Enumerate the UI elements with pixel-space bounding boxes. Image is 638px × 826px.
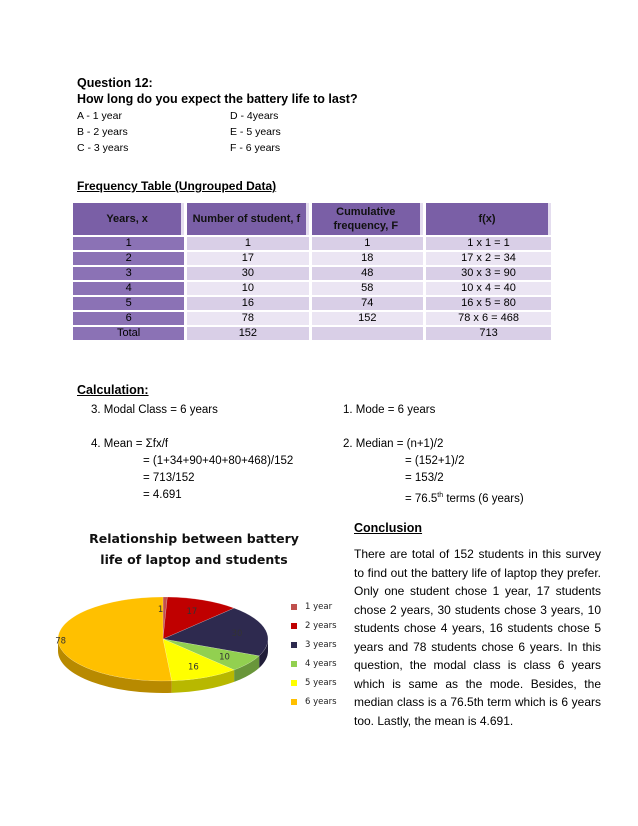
legend-swatch [291, 699, 297, 705]
cell-cumulative: 1 [312, 237, 424, 250]
legend-label: 2 years [305, 620, 337, 631]
legend-swatch [291, 623, 297, 629]
legend-swatch [291, 661, 297, 667]
header-fx: f(x) [426, 203, 551, 235]
cell-total-label: Total [73, 327, 184, 340]
table-row [73, 312, 551, 325]
table-total-row [73, 327, 551, 340]
cell-fx: 16 x 5 = 80 [426, 297, 551, 310]
option-b: B - 2 years [77, 126, 128, 138]
cell-years: 3 [73, 267, 184, 280]
cell-cumulative: 18 [312, 252, 424, 265]
chart-title: Relationship between battery life of laptop and students [89, 531, 299, 567]
cell-fx: 10 x 4 = 40 [426, 282, 551, 295]
legend-item [291, 616, 337, 635]
legend-item [291, 635, 337, 654]
median-label: 2. Median = (n+1)/2 [343, 438, 444, 450]
pie-data-label: 78 [55, 636, 67, 647]
cell-frequency: 16 [187, 297, 308, 310]
mean-line-1: = (1+34+90+40+80+468)/152 [143, 455, 294, 467]
cell-cumulative: 58 [312, 282, 424, 295]
cell-years: 6 [73, 312, 184, 325]
cell-total-fx: 713 [426, 327, 551, 340]
cell-total-frequency: 152 [187, 327, 308, 340]
option-c: C - 3 years [77, 142, 129, 154]
table-row [73, 237, 551, 250]
cell-cumulative: 74 [312, 297, 424, 310]
legend-item [291, 654, 337, 673]
mean-line-3: = 4.691 [143, 489, 182, 501]
table-row [73, 282, 551, 295]
cell-years: 5 [73, 297, 184, 310]
question-number: Question 12: [77, 76, 153, 90]
option-e: E - 5 years [230, 126, 281, 138]
cell-years: 4 [73, 282, 184, 295]
legend-label: 6 years [305, 696, 337, 707]
pie-data-label: 17 [186, 607, 198, 618]
chart-legend [291, 597, 337, 711]
median-line-2: = 153/2 [405, 472, 444, 484]
table-row [73, 252, 551, 265]
legend-item [291, 673, 337, 692]
frequency-table-title: Frequency Table (Ungrouped Data) [77, 179, 277, 193]
median-line-1: = (152+1)/2 [405, 455, 465, 467]
cell-fx: 30 x 3 = 90 [426, 267, 551, 280]
header-cumulative-frequency: Cumulative frequency, F [312, 203, 424, 235]
question-text: How long do you expect the battery life to last? [77, 92, 358, 106]
median-line-3-tail: terms (6 years) [443, 492, 524, 505]
pie-data-label: 16 [187, 662, 199, 673]
median-ordinal-suffix: th [437, 492, 444, 499]
pie-data-label: 30 [231, 628, 243, 639]
pie-data-label: 10 [219, 652, 230, 663]
median-line-3-value: = 76.5 [405, 492, 438, 505]
conclusion-text: There are total of 152 students in this survey to find out the battery life of laptop they prefer. Only one student chose 1 year, 17 students chose 2 years, 30 students chose 3 years, 10 students chose 4 years, 16 students chose 5 years and 78 students chose 6 years. In this question, the modal class is class 6 years which is same as the mode. Besides, the median class is a 76.5th term which is 6 years too. Lastly, the mean is 4.691. [354, 547, 601, 728]
calculation-title: Calculation: [77, 383, 149, 397]
cell-fx: 1 x 1 = 1 [426, 237, 551, 250]
cell-frequency: 1 [187, 237, 308, 250]
cell-frequency: 30 [187, 267, 308, 280]
legend-swatch [291, 604, 297, 610]
header-years: Years, x [73, 203, 184, 235]
cell-cumulative: 152 [312, 312, 424, 325]
table-header-row [73, 203, 551, 235]
option-d: D - 4years [230, 110, 279, 122]
legend-label: 3 years [305, 639, 337, 650]
cell-frequency: 10 [187, 282, 308, 295]
cell-years: 2 [73, 252, 184, 265]
legend-label: 5 years [305, 677, 337, 688]
cell-years: 1 [73, 237, 184, 250]
cell-cumulative: 48 [312, 267, 424, 280]
option-f: F - 6 years [230, 142, 281, 154]
question-heading [77, 75, 358, 107]
mean-line-2: = 713/152 [143, 472, 195, 484]
legend-swatch [291, 680, 297, 686]
legend-swatch [291, 642, 297, 648]
legend-label: 4 years [305, 658, 337, 669]
cell-frequency: 78 [187, 312, 308, 325]
modal-class-line: 3. Modal Class = 6 years [91, 404, 218, 416]
frequency-table [70, 201, 554, 342]
pie-data-label: 1 [157, 604, 164, 615]
cell-fx: 78 x 6 = 468 [426, 312, 551, 325]
cell-total-cumulative [312, 327, 424, 340]
mode-line: 1. Mode = 6 years [343, 404, 436, 416]
legend-item [291, 597, 337, 616]
header-number-of-students: Number of student, f [187, 203, 308, 235]
median-line-3 [405, 487, 524, 508]
legend-label: 1 year [305, 601, 333, 612]
table-row [73, 297, 551, 310]
option-a: A - 1 year [77, 110, 122, 122]
table-row [73, 267, 551, 280]
mean-label: 4. Mean = Σfx/f [91, 438, 169, 450]
conclusion-title: Conclusion [354, 521, 423, 535]
cell-frequency: 17 [187, 252, 308, 265]
cell-fx: 17 x 2 = 34 [426, 252, 551, 265]
legend-item [291, 692, 337, 711]
